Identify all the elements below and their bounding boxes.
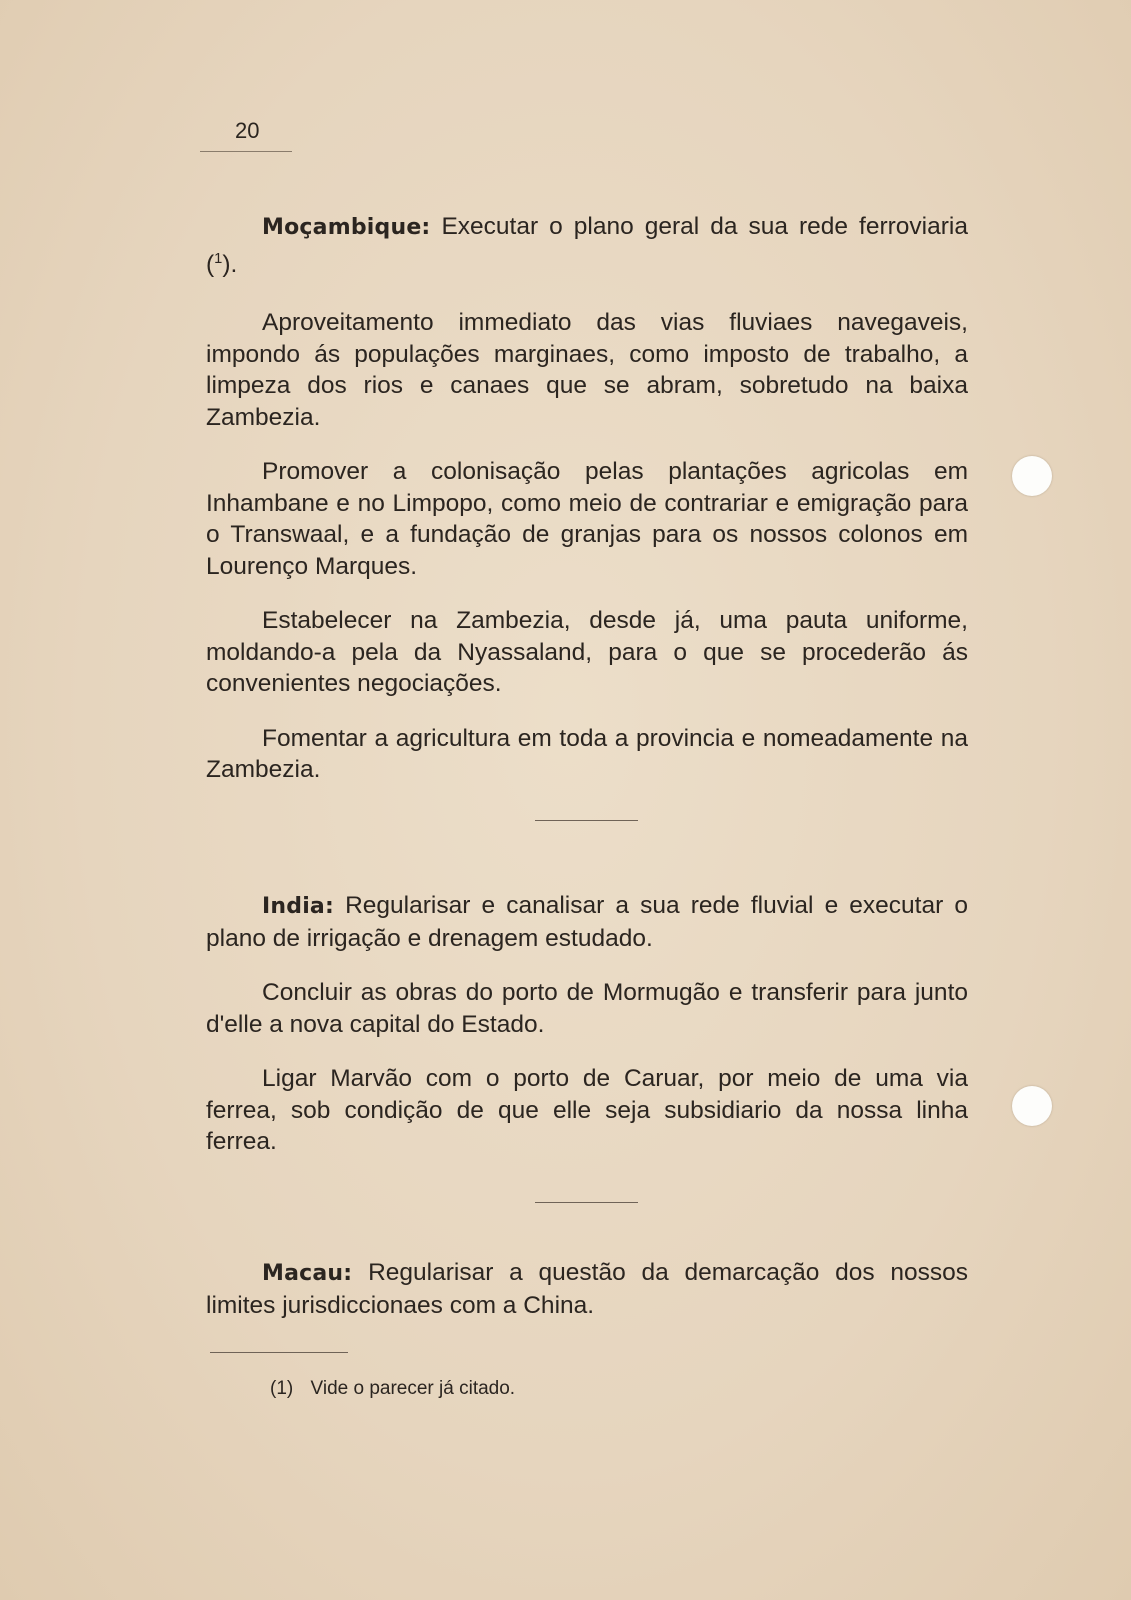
section-macau <box>206 1257 968 1344</box>
punch-hole <box>1012 456 1052 496</box>
footnote-reference: 1 <box>214 250 223 267</box>
section-separator <box>535 1202 638 1203</box>
paragraph <box>206 890 968 954</box>
footnote-marker: (1) <box>270 1378 294 1399</box>
paragraph-text: Regularisar a questão da demarcação dos nossos limites jurisdiccionaes com a China. <box>206 1259 968 1319</box>
paragraph <box>206 1257 968 1321</box>
punch-hole <box>1012 1086 1052 1126</box>
paragraph: Fomentar a agricultura em toda a provincia e nomeadamente na Zambezia. <box>206 724 968 784</box>
paragraph: Estabelecer na Zambezia, desde já, uma pauta uniforme, moldando-a pela da Nyassaland, para o que se procederão ás convenientes negociações. <box>206 607 968 698</box>
section-separator <box>535 820 638 821</box>
paragraph-text: Regularisar e canalisar a sua rede fluvial e executar o plano de irrigação e drenagem estudado. <box>206 892 968 952</box>
section-heading-india: India: <box>262 894 334 919</box>
paragraph: Promover a colonisação pelas plantações agricolas em Inhambane e no Limpopo, como meio de contrariar e emigração para o Transwaal, e a fundação de granjas para os nossos colonos em Lourenço Marques. <box>206 458 968 580</box>
footnote-text: Vide o parecer já citado. <box>310 1378 516 1399</box>
header-rule <box>200 151 292 152</box>
paragraph: Concluir as obras do porto de Mormugão e transferir para junto d'elle a nova capital do Estado. <box>206 979 968 1038</box>
section-mocambique <box>206 211 968 809</box>
footnote <box>270 1378 515 1400</box>
section-india <box>206 890 968 1181</box>
paragraph: Ligar Marvão com o porto de Caruar, por meio de uma via ferrea, sob condição de que elle seja subsidiario da nossa linha ferrea. <box>206 1065 968 1155</box>
paragraph-text-end: ). <box>222 250 238 278</box>
paragraph-text: Executar o plano geral da sua rede ferroviaria ( <box>206 213 968 278</box>
footnote-rule <box>210 1352 348 1353</box>
section-heading-macau: Macau: <box>262 1261 353 1286</box>
page-number: 20 <box>235 118 260 143</box>
paragraph: Aproveitamento immediato das vias fluviaes navegaveis, impondo ás populações marginaes, como imposto de trabalho, a limpeza dos rios e canaes que se abram, sobretudo na baixa Zambezia. <box>206 309 968 431</box>
section-heading-mocambique: Moçambique: <box>262 215 431 240</box>
paragraph <box>206 211 968 280</box>
